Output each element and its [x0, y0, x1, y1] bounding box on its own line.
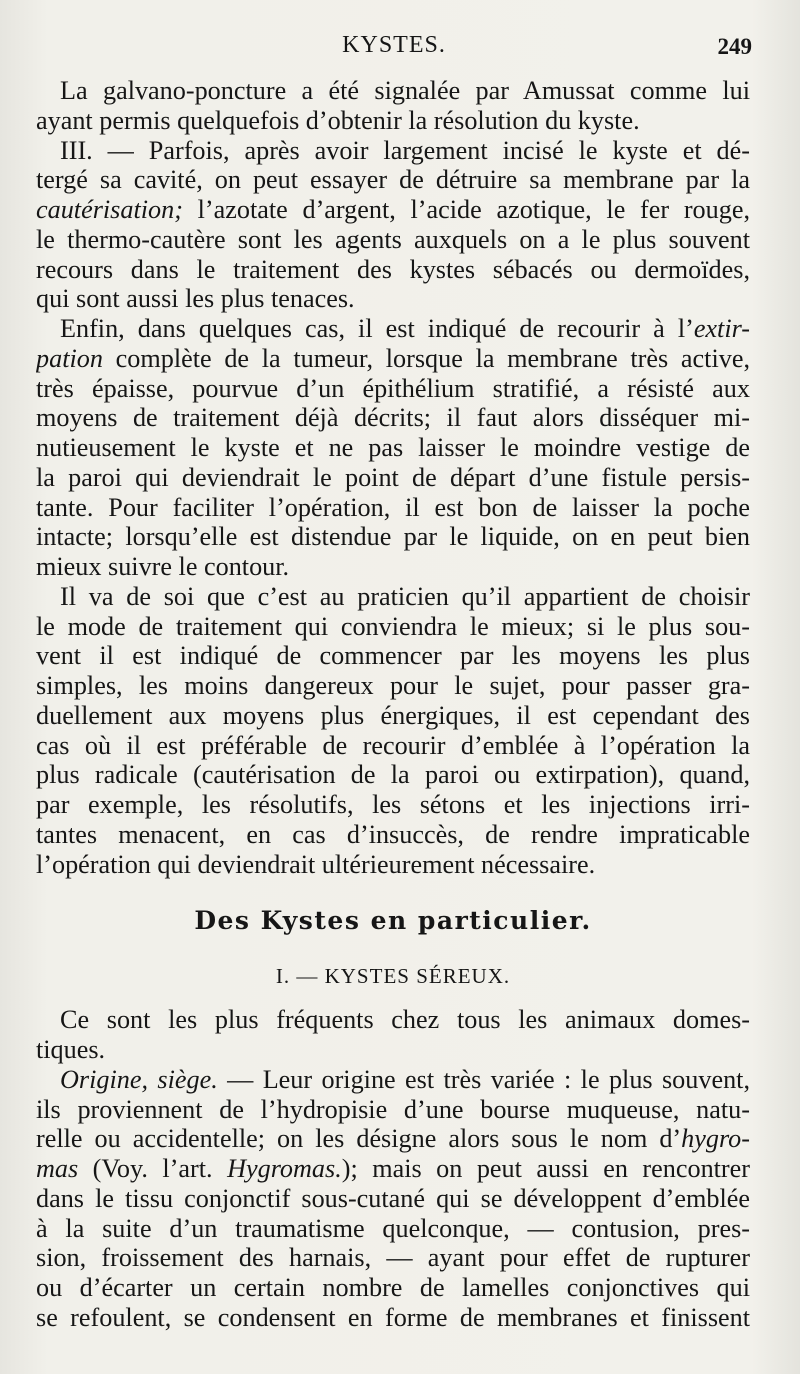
paragraph — [36, 314, 750, 582]
paragraph — [36, 1005, 750, 1065]
running-head: KYSTES. — [342, 32, 446, 58]
paragraph — [36, 582, 750, 880]
body-text — [36, 76, 750, 1333]
page-header — [36, 32, 752, 62]
text-line: se refoulent, se condensent en forme de membranes et finissent — [36, 1302, 750, 1332]
text-line: mas (Voy. l’art. Hygromas.); mais on peut aussi en rencontrer — [36, 1154, 750, 1183]
text-line: Origine, siège. — Leur origine est très variée : le plus souvent, — [60, 1064, 750, 1094]
text-line: par exemple, les résolutifs, les sétons et les injections irri- — [36, 790, 750, 819]
text-line: la paroi qui deviendrait le point de départ d’une fistule persis- — [36, 462, 750, 492]
text-line: simples, les moins dangereux pour le sujet, pour passer gra- — [36, 671, 750, 700]
text-line: l’opération qui deviendrait ultérieurement nécessaire. — [36, 849, 596, 879]
paragraph — [36, 1065, 750, 1333]
text-line: dans le tissu conjonctif sous-cutané qui se développent d’emblée — [36, 1183, 750, 1213]
text-line: le thermo-cautère sont les agents auxquels on a le plus souvent — [36, 224, 750, 254]
italic-term: extir- — [693, 314, 750, 343]
italic-term: hygro- — [681, 1124, 750, 1154]
text-line: ils proviennent de l’hydropisie d’une bourse muqueuse, natu- — [36, 1094, 750, 1124]
text-line: nutieusement le kyste et ne pas laisser le moindre vestige de — [36, 433, 750, 462]
text-line: recours dans le traitement des kystes sébacés ou dermoïdes, — [36, 254, 750, 284]
italic-term: pation — [36, 343, 103, 373]
text-line: intacte; lorsqu’elle est distendue par le liquide, on en peut bien — [36, 522, 750, 552]
text-line: sion, froissement des harnais, — ayant pour effet de rupturer — [36, 1243, 750, 1273]
italic-term: Origine, siège. — [60, 1064, 218, 1094]
italic-term: mas — [36, 1154, 79, 1183]
paragraph — [36, 136, 750, 315]
text-line: vent il est indiqué de commencer par les moyens les plus — [36, 641, 750, 671]
text-line: plus radicale (cautérisation de la paroi ou extirpation), quand, — [36, 760, 750, 790]
text-line: tergé sa cavité, on peut essayer de détruire sa membrane par la — [36, 165, 750, 195]
text-line: tiques. — [36, 1035, 106, 1064]
text-line: moyens de traitement déjà décrits; il faut alors disséquer mi- — [36, 403, 750, 433]
italic-term: Hygromas. — [227, 1154, 342, 1183]
text-line: tante. Pour faciliter l’opération, il est bon de laisser la poche — [36, 492, 750, 522]
text-line: tantes menacent, en cas d’insuccès, de rendre impraticable — [36, 819, 750, 849]
text-line: ou d’écarter un certain nombre de lamelles conjonctives qui — [36, 1273, 750, 1302]
text-line: qui sont aussi les plus tenaces. — [36, 284, 355, 314]
text-line: pation complète de la tumeur, lorsque la membrane très active, — [36, 343, 750, 373]
text-line: mieux suivre le contour. — [36, 552, 290, 581]
text-line: duellement aux moyens plus énergiques, il est cependant des — [36, 700, 750, 730]
italic-term: cautérisation; — [36, 195, 183, 224]
text-line: Ce sont les plus fréquents chez tous les animaux domes- — [60, 1005, 750, 1035]
text-line: le mode de traitement qui conviendra le mieux; si le plus sou- — [36, 611, 750, 641]
subsection-title: I. — KYSTES SÉREUX. — [275, 964, 511, 989]
text-line: ayant permis quelquefois d’obtenir la résolution du kyste. — [36, 105, 640, 135]
page-number: 249 — [717, 34, 752, 59]
text-line: à la suite d’un traumatisme quelconque, — contusion, pres- — [36, 1213, 750, 1243]
text-line: III. — Parfois, après avoir largement incisé le kyste et dé- — [60, 135, 750, 165]
paragraph — [36, 76, 750, 136]
text-line: Enfin, dans quelques cas, il est indiqué de recourir à l’extir- — [60, 314, 750, 343]
text-line: Il va de soi que c’est au praticien qu’il appartient de choisir — [60, 581, 750, 611]
section-title: Des Kystes en particulier. — [194, 906, 592, 936]
text-line: cautérisation; l’azotate d’argent, l’acide azotique, le fer rouge, — [36, 195, 750, 224]
text-line: La galvano-poncture a été signalée par Amussat comme lui — [60, 76, 750, 105]
text-line: cas où il est préférable de recourir d’emblée à l’opération la — [36, 730, 750, 760]
text-line: relle ou accidentelle; on les désigne alors sous le nom d’hygro- — [36, 1124, 750, 1154]
text-line: très épaisse, pourvue d’un épithélium stratifié, a résisté aux — [36, 373, 750, 403]
